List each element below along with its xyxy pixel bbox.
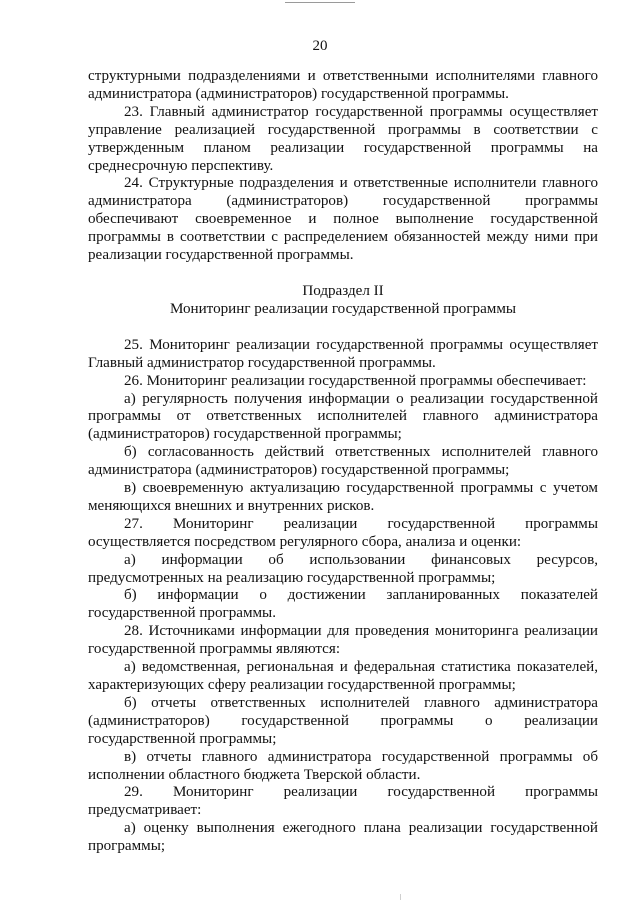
text-line: осуществляется посредством регулярного сбора, анализа и оценки: — [88, 533, 522, 550]
text-line: программы от ответственных исполнителей главного администратора — [88, 408, 598, 425]
text-line: 25. Мониторинг реализации государственной программы осуществляет — [124, 336, 598, 353]
text-line: 24. Структурные подразделения и ответственные исполнители главного — [124, 175, 598, 192]
top-scan-rule — [285, 2, 355, 3]
text-line: б) согласованность действий ответственных исполнителей главного — [124, 444, 598, 461]
text-line: а) регулярность получения информации о реализации государственной — [124, 390, 598, 407]
text-line: утвержденным планом реализации государственной программы на — [88, 139, 598, 156]
text-line: 27. Мониторинг реализации государственной программы — [124, 515, 598, 532]
text-line: б) информации о достижении запланированных показателей — [124, 587, 598, 604]
text-line: реализации государственной программы. — [88, 247, 354, 264]
text-line: в) отчеты главного администратора государственной программы об — [124, 748, 598, 765]
text-line: предусматривает: — [88, 802, 202, 819]
text-line: государственной программы являются: — [88, 641, 341, 658]
subsection-title: Мониторинг реализации государственной программы — [169, 300, 517, 317]
text-line: предусмотренных на реализацию государственной программы; — [88, 569, 496, 586]
text-line: обеспечивают своевременное и полное выполнение государственной — [88, 211, 598, 228]
text-line: 28. Источниками информации для проведения мониторинга реализации — [124, 623, 598, 640]
text-line: среднесрочную перспективу. — [88, 157, 274, 174]
document-body — [88, 68, 598, 856]
text-line: (администраторов) государственной программы о реализации — [88, 712, 598, 729]
text-line: управление реализацией государственной программы в соответствии с — [88, 121, 598, 138]
text-line: государственной программы; — [88, 730, 277, 747]
text-line: Главный администратор государственной программы. — [88, 354, 436, 371]
text-line: администратора (администраторов) государственной программы. — [88, 85, 509, 102]
text-line: в) своевременную актуализацию государственной программы с учетом — [124, 480, 598, 497]
subsection-label: Подраздел II — [302, 282, 384, 299]
text-line: меняющихся внешних и внутренних рисков. — [88, 497, 375, 514]
page-number: 20 — [312, 38, 328, 54]
text-line: администратора (администраторов) государственной программы; — [88, 462, 510, 479]
text-line: б) отчеты ответственных исполнителей главного администратора — [124, 694, 598, 711]
text-line: а) ведомственная, региональная и федеральная статистика показателей, — [124, 659, 598, 676]
scan-artifact — [400, 894, 401, 900]
text-line: структурными подразделениями и ответственными исполнителями главного — [88, 68, 598, 84]
text-line: (администраторов) государственной программы; — [88, 426, 402, 443]
text-line: а) информации об использовании финансовых ресурсов, — [124, 551, 598, 568]
paragraphs-after-subsection — [88, 337, 598, 856]
text-line: исполнении областного бюджета Тверской области. — [88, 766, 421, 783]
text-line: государственной программы. — [88, 605, 276, 622]
text-line: программы в соответствии с распределением обязанностей между ними при — [88, 229, 598, 246]
paragraphs-before-subsection — [88, 68, 598, 265]
text-line: программы; — [88, 838, 166, 855]
text-line: 23. Главный администратор государственной программы осуществляет — [124, 103, 598, 120]
text-line: а) оценку выполнения ежегодного плана реализации государственной — [124, 820, 598, 837]
text-line: администратора (администраторов) государственной программы — [88, 193, 598, 210]
text-line: характеризующих сферу реализации государственной программы; — [88, 677, 516, 693]
text-line: 29. Мониторинг реализации государственной программы — [124, 784, 598, 801]
text-line: 26. Мониторинг реализации государственной программы обеспечивает: — [124, 372, 587, 389]
